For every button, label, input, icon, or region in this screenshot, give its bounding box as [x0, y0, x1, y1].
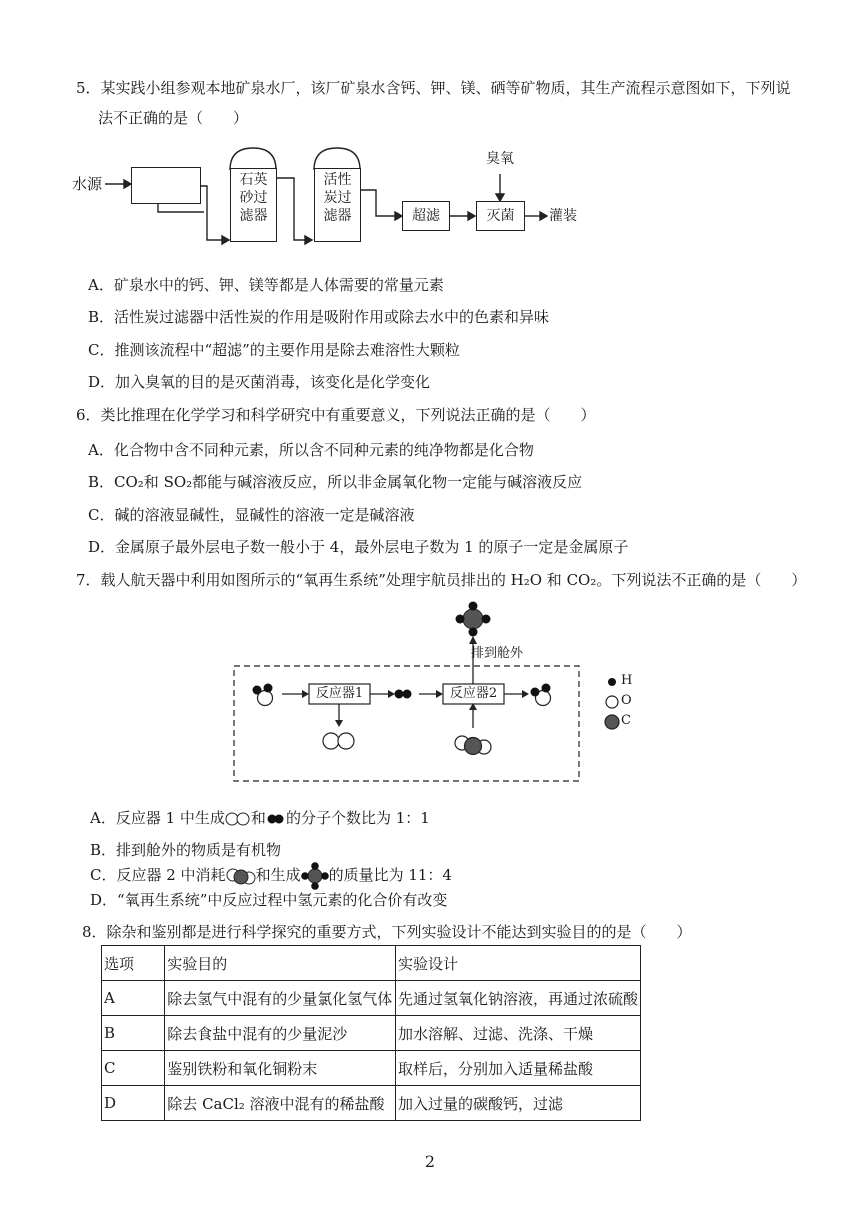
q7-reactor1: 反应器1 [315, 686, 364, 701]
q6-option-b: B．CO₂和 SO₂都能与碱溶液反应，所以非金属氧化物一定能与碱溶液反应 [88, 473, 583, 491]
q5-option-d: D．加入臭氧的目的是灭菌消毒，该变化是化学变化 [88, 373, 431, 391]
co2-molecule-icon [455, 736, 491, 755]
h2-inline-icon [266, 813, 286, 825]
o2-inline-icon [225, 812, 251, 826]
o2-molecule-icon [323, 733, 354, 749]
q8-stem: 8．除杂和鉴别都是进行科学探究的重要方式，下列实验设计不能达到实验目的的是（ ） [82, 923, 692, 941]
table-header: 实验设计 [395, 946, 640, 981]
flow-bottling: 灌装 [549, 208, 577, 224]
legend-h: H [621, 673, 633, 688]
legend-c: C [621, 713, 631, 728]
table-cell: 加入过量的碳酸钙，过滤 [395, 1086, 640, 1121]
flow-carbon-filter: 活性 炭过 滤器 [314, 168, 361, 242]
table-cell: 除去氢气中混有的少量氯化氢气体 [165, 981, 396, 1016]
table-row [102, 1016, 641, 1051]
q7-option-c: C．反应器 2 中消耗 和生成 的质量比为 11：4 [90, 860, 452, 890]
table-header: 选项 [102, 946, 165, 981]
q7-option-b: B．排到舱外的物质是有机物 [90, 841, 282, 859]
flow-quartz-filter: 石英 砂过 滤器 [230, 168, 277, 242]
table-cell: 除去 CaCl₂ 溶液中混有的稀盐酸 [165, 1086, 396, 1121]
ch4-inline-icon [301, 862, 329, 890]
table-cell: 先通过氢氧化钠溶液，再通过浓硫酸 [395, 981, 640, 1016]
q5-stem-line2: 法不正确的是（ ） [98, 109, 249, 127]
flow-ozone: 臭氧 [486, 151, 514, 167]
co2-inline-icon [226, 867, 256, 885]
q7-stem: 7．载人航天器中利用如图所示的“氧再生系统”处理宇航员排出的 H₂O 和 CO₂。下列说法不正确的是（ ） [76, 571, 807, 589]
q6-stem: 6．类比推理在化学学习和科学研究中有重要意义，下列说法正确的是（ ） [76, 406, 596, 424]
table-cell: 鉴别铁粉和氧化铜粉末 [165, 1051, 396, 1086]
table-row [102, 981, 641, 1016]
h2-molecule-icon [395, 690, 412, 699]
legend-o: O [621, 693, 632, 708]
table-cell: A [102, 981, 165, 1016]
q7-reactor2: 反应器2 [449, 686, 498, 701]
q6-option-c: C．碱的溶液显碱性，显碱性的溶液一定是碱溶液 [88, 506, 415, 524]
table-cell: 除去食盐中混有的少量泥沙 [165, 1016, 396, 1051]
ch4-molecule-icon [456, 602, 491, 637]
table-row [102, 1051, 641, 1086]
table-header-row [102, 946, 641, 981]
table-row [102, 1086, 641, 1121]
flow-source: 水源 [72, 175, 103, 193]
table-cell: 加水溶解、过滤、洗涤、干燥 [395, 1016, 640, 1051]
q5-option-c: C．推测该流程中“超滤”的主要作用是除去难溶性大颗粒 [88, 341, 460, 359]
q7-vent-label: 排到舱外 [471, 646, 524, 661]
q5-stem-line1: 5．某实践小组参观本地矿泉水厂，该厂矿泉水含钙、钾、镁、硒等矿物质，其生产流程示意图如下，下列说 [76, 79, 791, 97]
page-number: 2 [424, 1152, 436, 1171]
table-header: 实验目的 [165, 946, 396, 981]
h2o-product-icon [531, 684, 551, 706]
q5-option-a: A．矿泉水中的钙、钾、镁等都是人体需要的常量元素 [88, 276, 444, 294]
flow-ultrafilter: 超滤 [402, 201, 450, 231]
table-cell: B [102, 1016, 165, 1051]
flow-box-first [131, 167, 201, 204]
table-cell: 取样后，分别加入适量稀盐酸 [395, 1051, 640, 1086]
table-cell: C [102, 1051, 165, 1086]
table-cell: D [102, 1086, 165, 1121]
q5-option-b: B．活性炭过滤器中活性炭的作用是吸附作用或除去水中的色素和异味 [88, 308, 550, 326]
q7-option-d: D．“氧再生系统”中反应过程中氢元素的化合价有改变 [90, 891, 448, 909]
flow-lines [0, 130, 620, 260]
q6-option-d: D．金属原子最外层电子数一般小于 4，最外层电子数为 1 的原子一定是金属原子 [88, 538, 629, 556]
q7-diagram-svg [220, 600, 650, 790]
q6-option-a: A．化合物中含不同种元素，所以含不同种元素的纯净物都是化合物 [88, 441, 534, 459]
q8-table [101, 945, 641, 1121]
q7-option-a: A．反应器 1 中生成 和 的分子个数比为 1：1 [90, 809, 430, 827]
h2o-molecule-icon [253, 684, 273, 706]
flow-sterilize: 灭菌 [476, 201, 525, 231]
